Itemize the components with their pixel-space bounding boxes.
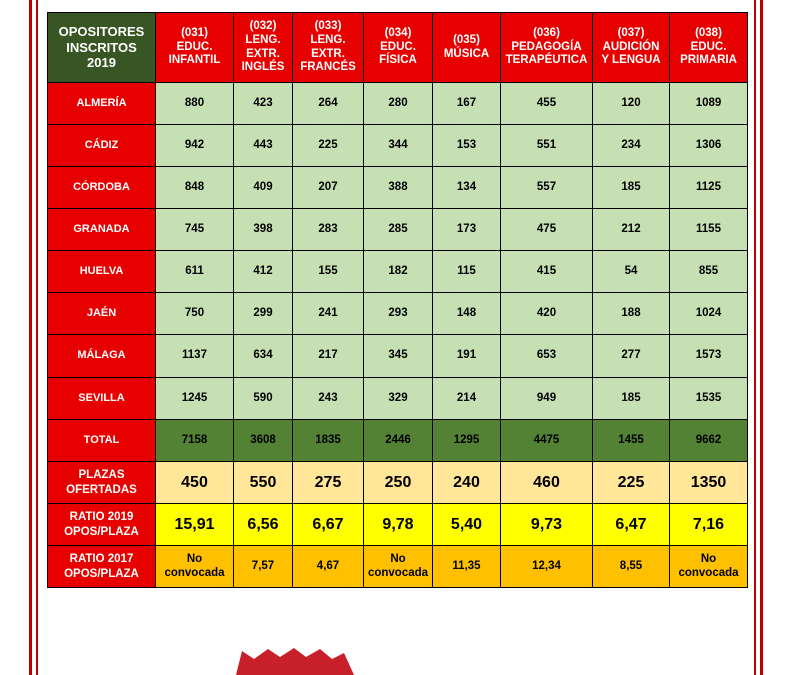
- value-cell: 634: [234, 335, 293, 378]
- value-cell: 188: [593, 293, 670, 335]
- value-cell: 415: [501, 251, 593, 293]
- value-cell: 345: [364, 335, 433, 378]
- flag-logo: [232, 645, 362, 675]
- value-cell: 590: [234, 378, 293, 420]
- value-cell: 1573: [670, 335, 748, 378]
- value-cell: 420: [501, 293, 593, 335]
- frame-line-right-inner: [754, 0, 756, 675]
- total-cell: 9662: [670, 420, 748, 462]
- ratio-2017-text: convocada: [367, 566, 429, 579]
- total-cell: 3608: [234, 420, 293, 462]
- value-cell: 745: [156, 209, 234, 251]
- value-cell: 855: [670, 251, 748, 293]
- specialty-line: EXTR.: [246, 47, 280, 60]
- total-row: [48, 420, 748, 462]
- plazas-cell: 275: [293, 462, 364, 504]
- ratio-2019-cell: 6,56: [234, 504, 293, 546]
- value-cell: 848: [156, 167, 234, 209]
- ratio-2019-cell: 6,67: [293, 504, 364, 546]
- table-row: [48, 378, 748, 420]
- specialty-code: (038): [695, 26, 722, 39]
- value-cell: 293: [364, 293, 433, 335]
- specialty-header-036: [501, 13, 593, 83]
- specialty-header-034: [364, 13, 433, 83]
- ratio-2017-cell: 11,35: [433, 546, 501, 588]
- ratio-2017-row: [48, 546, 748, 588]
- specialty-header-035: [433, 13, 501, 83]
- plazas-cell: 1350: [670, 462, 748, 504]
- ratio-2019-label-line: RATIO 2019: [69, 511, 134, 524]
- value-cell: 557: [501, 167, 593, 209]
- specialty-line: INFANTIL: [168, 54, 221, 67]
- ratio-2019-cell: 9,78: [364, 504, 433, 546]
- total-cell: 1455: [593, 420, 670, 462]
- value-cell: 1024: [670, 293, 748, 335]
- ratio-2017-text: convocada: [164, 566, 225, 579]
- specialty-line: EXTR.: [311, 47, 345, 60]
- value-cell: 551: [501, 125, 593, 167]
- value-cell: 217: [293, 335, 364, 378]
- specialty-header-037: [593, 13, 670, 83]
- value-cell: 299: [234, 293, 293, 335]
- plazas-cell: 225: [593, 462, 670, 504]
- specialty-line: LENG.: [245, 33, 281, 46]
- province-cell: ALMERÍA: [48, 83, 156, 125]
- specialty-code: (034): [384, 26, 412, 39]
- value-cell: 280: [364, 83, 433, 125]
- specialty-line: EDUC.: [690, 40, 727, 53]
- value-cell: 185: [593, 167, 670, 209]
- value-cell: 241: [293, 293, 364, 335]
- ratio-2017-text: No: [390, 552, 406, 565]
- value-cell: 134: [433, 167, 501, 209]
- ratio-2017-cell: 7,57: [234, 546, 293, 588]
- value-cell: 412: [234, 251, 293, 293]
- plazas-row: [48, 462, 748, 504]
- value-cell: 1535: [670, 378, 748, 420]
- corner-line: OPOSITORES: [58, 24, 145, 40]
- value-cell: 212: [593, 209, 670, 251]
- plazas-cell: 460: [501, 462, 593, 504]
- plazas-cell: 450: [156, 462, 234, 504]
- value-cell: 398: [234, 209, 293, 251]
- specialty-line: AUDICIÓN: [602, 40, 660, 53]
- specialty-code: (035): [453, 33, 480, 46]
- province-cell: MÁLAGA: [48, 335, 156, 378]
- value-cell: 329: [364, 378, 433, 420]
- total-cell: 2446: [364, 420, 433, 462]
- value-cell: 942: [156, 125, 234, 167]
- specialty-line: MÚSICA: [443, 47, 490, 60]
- total-cell: 1835: [293, 420, 364, 462]
- value-cell: 388: [364, 167, 433, 209]
- specialty-line: FÍSICA: [379, 54, 417, 67]
- ratio-2019-label-line: OPOS/PLAZA: [64, 525, 139, 538]
- value-cell: 880: [156, 83, 234, 125]
- ratio-2017-cell: 4,67: [293, 546, 364, 588]
- corner-line: 2019: [87, 55, 116, 71]
- value-cell: 949: [501, 378, 593, 420]
- specialty-line: PRIMARIA: [680, 54, 737, 67]
- value-cell: 54: [593, 251, 670, 293]
- specialty-line: EDUC.: [176, 40, 213, 53]
- value-cell: 1137: [156, 335, 234, 378]
- table-row: [48, 251, 748, 293]
- ratio-2019-label: [48, 504, 156, 546]
- header-row: [48, 13, 748, 83]
- ratio-2019-cell: 5,40: [433, 504, 501, 546]
- province-cell: JAÉN: [48, 293, 156, 335]
- province-cell: CÁDIZ: [48, 125, 156, 167]
- specialty-code: (033): [314, 19, 342, 32]
- frame-line-left-outer: [29, 0, 32, 675]
- plazas-label-line: OFERTADAS: [66, 483, 137, 496]
- frame-line-right-outer: [760, 0, 763, 675]
- ratio-2017-label: [48, 546, 156, 588]
- ratio-2017-label-line: OPOS/PLAZA: [64, 567, 139, 580]
- value-cell: 173: [433, 209, 501, 251]
- specialty-header-033: [293, 13, 364, 83]
- specialty-line: LENG.: [310, 33, 346, 46]
- specialty-code: (036): [533, 26, 560, 39]
- value-cell: 285: [364, 209, 433, 251]
- value-cell: 1155: [670, 209, 748, 251]
- ratio-2017-text: No: [700, 552, 717, 565]
- specialty-line: Y LENGUA: [601, 54, 661, 67]
- ratio-2017-cell: [156, 546, 234, 588]
- ratio-2017-cell: 8,55: [593, 546, 670, 588]
- frame-line-left-inner: [36, 0, 38, 675]
- ratio-2017-cell: 12,34: [501, 546, 593, 588]
- value-cell: 234: [593, 125, 670, 167]
- total-cell: 1295: [433, 420, 501, 462]
- table-row: [48, 293, 748, 335]
- value-cell: 115: [433, 251, 501, 293]
- value-cell: 264: [293, 83, 364, 125]
- specialty-line: INGLÉS: [241, 61, 285, 74]
- value-cell: 1089: [670, 83, 748, 125]
- value-cell: 455: [501, 83, 593, 125]
- plazas-cell: 550: [234, 462, 293, 504]
- table-row: [48, 335, 748, 378]
- value-cell: 277: [593, 335, 670, 378]
- corner-header: [48, 13, 156, 83]
- specialty-header-031: [156, 13, 234, 83]
- specialty-line: TERAPÉUTICA: [505, 54, 588, 67]
- value-cell: 225: [293, 125, 364, 167]
- ratio-2019-cell: 15,91: [156, 504, 234, 546]
- corner-line: INSCRITOS: [66, 39, 137, 55]
- value-cell: 1306: [670, 125, 748, 167]
- table-row: [48, 167, 748, 209]
- value-cell: 653: [501, 335, 593, 378]
- specialty-header-032: [234, 13, 293, 83]
- specialty-code: (031): [181, 26, 208, 39]
- value-cell: 167: [433, 83, 501, 125]
- value-cell: 283: [293, 209, 364, 251]
- value-cell: 611: [156, 251, 234, 293]
- value-cell: 182: [364, 251, 433, 293]
- specialty-line: EDUC.: [380, 40, 416, 53]
- table-row: [48, 83, 748, 125]
- plazas-cell: 250: [364, 462, 433, 504]
- ratio-2017-text: convocada: [678, 566, 739, 579]
- value-cell: 409: [234, 167, 293, 209]
- value-cell: 153: [433, 125, 501, 167]
- ratio-2019-cell: 9,73: [501, 504, 593, 546]
- ratio-2017-cell: [364, 546, 433, 588]
- value-cell: 344: [364, 125, 433, 167]
- value-cell: 1245: [156, 378, 234, 420]
- province-cell: SEVILLA: [48, 378, 156, 420]
- value-cell: 243: [293, 378, 364, 420]
- table-row: [48, 125, 748, 167]
- specialty-header-038: [670, 13, 748, 83]
- value-cell: 214: [433, 378, 501, 420]
- value-cell: 750: [156, 293, 234, 335]
- value-cell: 191: [433, 335, 501, 378]
- specialty-line: FRANCÉS: [300, 61, 356, 74]
- province-cell: GRANADA: [48, 209, 156, 251]
- value-cell: 443: [234, 125, 293, 167]
- plazas-cell: 240: [433, 462, 501, 504]
- total-label: TOTAL: [48, 420, 156, 462]
- ratio-2017-text: No: [186, 552, 203, 565]
- plazas-label: [48, 462, 156, 504]
- value-cell: 207: [293, 167, 364, 209]
- ratio-2017-label-line: RATIO 2017: [69, 553, 134, 566]
- value-cell: 423: [234, 83, 293, 125]
- value-cell: 475: [501, 209, 593, 251]
- value-cell: 155: [293, 251, 364, 293]
- specialty-code: (037): [617, 26, 645, 39]
- specialty-line: PEDAGOGÍA: [511, 40, 582, 53]
- value-cell: 185: [593, 378, 670, 420]
- value-cell: 148: [433, 293, 501, 335]
- opositores-table: [47, 12, 748, 588]
- total-cell: 4475: [501, 420, 593, 462]
- value-cell: 120: [593, 83, 670, 125]
- plazas-label-line: PLAZAS: [78, 469, 125, 482]
- value-cell: 1125: [670, 167, 748, 209]
- ratio-2019-cell: 7,16: [670, 504, 748, 546]
- total-cell: 7158: [156, 420, 234, 462]
- ratio-2017-cell: [670, 546, 748, 588]
- ratio-2019-cell: 6,47: [593, 504, 670, 546]
- province-cell: CÓRDOBA: [48, 167, 156, 209]
- specialty-code: (032): [249, 19, 277, 32]
- table-row: [48, 209, 748, 251]
- province-cell: HUELVA: [48, 251, 156, 293]
- ratio-2019-row: [48, 504, 748, 546]
